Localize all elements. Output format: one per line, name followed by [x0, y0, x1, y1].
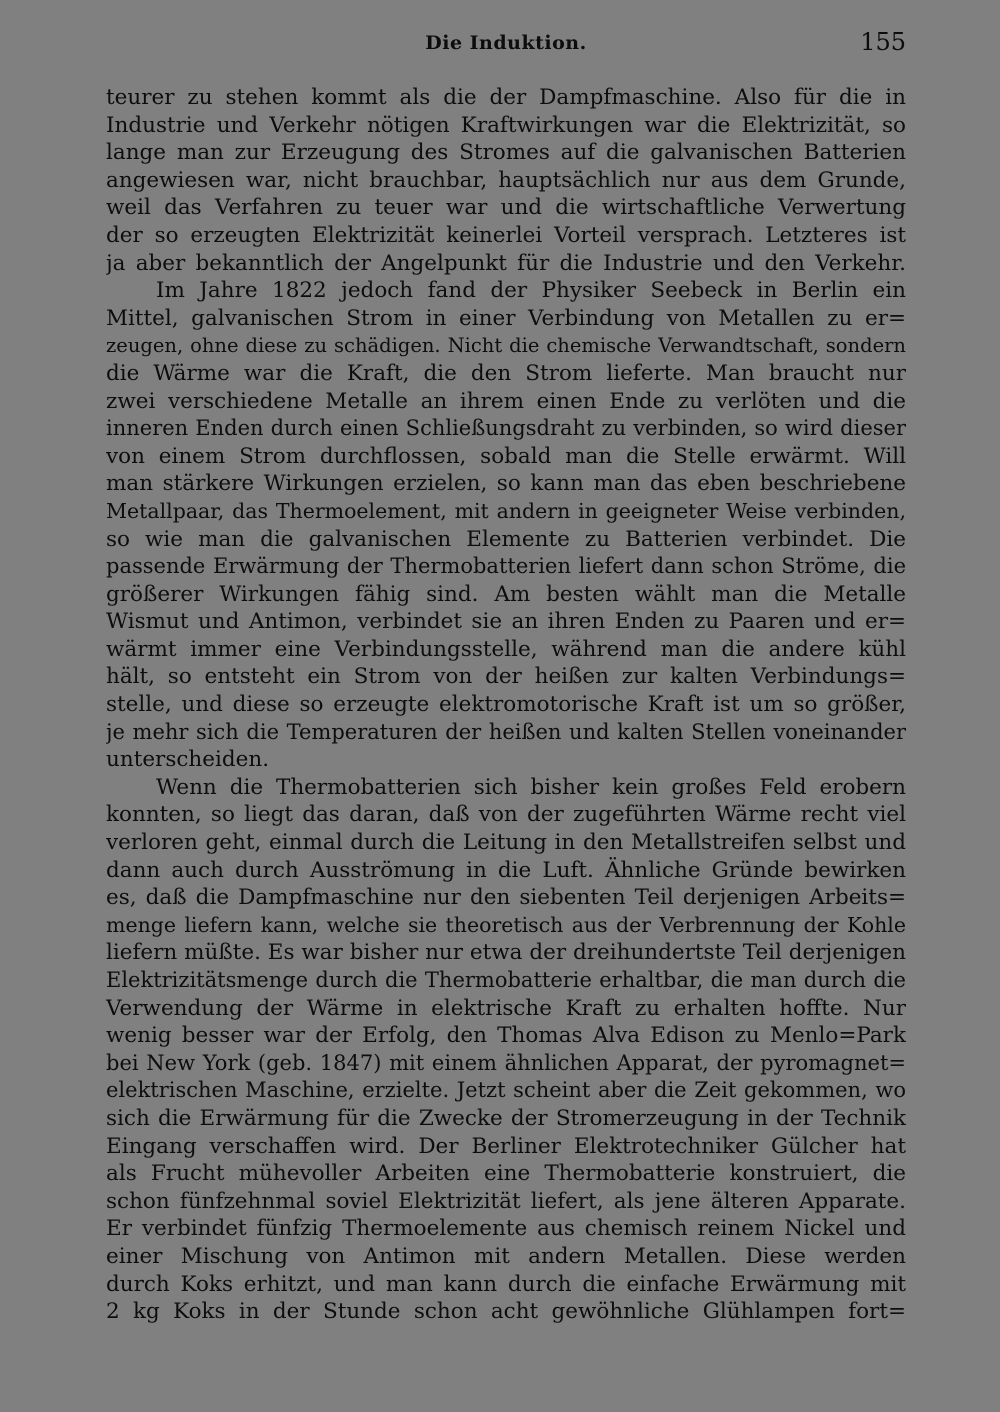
- text-line: weil das Verfahren zu teuer war und die wirtschaftliche Verwertung: [106, 195, 906, 221]
- text-line: lange man zur Erzeugung des Stromes auf die galvanischen Batterien: [106, 140, 906, 166]
- text-line: verloren geht, einmal durch die Leitung in den Metallstreifen selbst und: [106, 830, 906, 856]
- text-line: als Frucht mühevoller Arbeiten eine Thermobatterie konstruiert, die: [106, 1161, 906, 1187]
- text-line: dann auch durch Ausströmung in die Luft. Ähnliche Gründe bewirken: [106, 857, 906, 883]
- text-line: Eingang verschaffen wird. Der Berliner Elektrotechniker Gülcher hat: [106, 1133, 906, 1159]
- page-number: 155: [860, 28, 906, 56]
- text-line: hält, so entsteht ein Strom von der heißen zur kalten Verbindungs=: [106, 664, 906, 690]
- text-line: man stärkere Wirkungen erzielen, so kann man das eben beschriebene: [106, 471, 906, 497]
- text-line: Wenn die Thermobatterien sich bisher kein großes Feld erobern: [156, 774, 906, 800]
- body-text: [106, 84, 906, 1326]
- text-line: schon fünfzehnmal soviel Elektrizität liefert, als jene älteren Apparate.: [106, 1188, 906, 1214]
- text-line: ja aber bekanntlich der Angelpunkt für die Industrie und den Verkehr.: [106, 250, 906, 276]
- text-line: so wie man die galvanischen Elemente zu Batterien verbindet. Die: [106, 526, 906, 552]
- text-line: Er verbindet fünfzig Thermoelemente aus chemisch reinem Nickel und: [106, 1216, 906, 1242]
- text-line: inneren Enden durch einen Schließungsdraht zu verbinden, so wird dieser: [106, 416, 906, 441]
- text-line: Industrie und Verkehr nötigen Kraftwirkungen war die Elektrizität, so: [106, 112, 906, 138]
- text-line: die Wärme war die Kraft, die den Strom lieferte. Man braucht nur: [106, 360, 906, 386]
- text-line: Verwendung der Wärme in elektrische Kraft zu erhalten hoffte. Nur: [106, 995, 906, 1021]
- text-line: passende Erwärmung der Thermobatterien liefert dann schon Ströme, die: [106, 554, 906, 579]
- running-title: Die Induktion.: [425, 32, 587, 54]
- text-line: Mittel, galvanischen Strom in einer Verbindung von Metallen zu er=: [106, 305, 906, 331]
- text-line: unterscheiden.: [106, 747, 270, 773]
- text-line: liefern müßte. Es war bisher nur etwa der dreihundertste Teil derjenigen: [106, 940, 906, 966]
- text-line: konnten, so liegt das daran, daß von der zugeführten Wärme recht viel: [106, 802, 906, 828]
- text-line: Elektrizitätsmenge durch die Thermobatterie erhaltbar, die man durch die: [106, 968, 906, 992]
- text-line: einer Mischung von Antimon mit andern Metallen. Diese werden: [106, 1243, 906, 1269]
- text-line: durch Koks erhitzt, und man kann durch die einfache Erwärmung mit: [106, 1271, 906, 1297]
- text-line: zwei verschiedene Metalle an ihrem einen Ende zu verlöten und die: [106, 388, 906, 414]
- text-line: elektrischen Maschine, erzielte. Jetzt scheint aber die Zeit gekommen, wo: [106, 1078, 906, 1103]
- text-line: es, daß die Dampfmaschine nur den siebenten Teil derjenigen Arbeits=: [106, 885, 906, 911]
- text-line: bei New York (geb. 1847) mit einem ähnlichen Apparat, der pyromagnet=: [106, 1050, 906, 1075]
- text-line: 2 kg Koks in der Stunde schon acht gewöhnliche Glühlampen fort=: [106, 1299, 906, 1325]
- text-line: von einem Strom durchflossen, sobald man die Stelle erwärmt. Will: [106, 443, 906, 469]
- text-line: je mehr sich die Temperaturen der heißen und kalten Stellen voneinander: [106, 719, 906, 744]
- text-line: der so erzeugten Elektrizität keinerlei Vorteil versprach. Letzteres ist: [106, 222, 906, 248]
- text-line: stelle, und diese so erzeugte elektromotorische Kraft ist um so größer,: [106, 692, 906, 718]
- page-header: [106, 28, 906, 60]
- text-line: größerer Wirkungen fähig sind. Am besten wählt man die Metalle: [106, 581, 906, 607]
- text-line: zeugen, ohne diese zu schädigen. Nicht die chemische Verwandtschaft, sondern: [106, 334, 906, 358]
- text-line: menge liefern kann, welche sie theoretisch aus der Verbrennung der Kohle: [106, 912, 906, 937]
- text-line: angewiesen war, nicht brauchbar, hauptsächlich nur aus dem Grunde,: [106, 167, 906, 193]
- text-line: Wismut und Antimon, verbindet sie an ihren Enden zu Paaren und er=: [106, 609, 906, 635]
- text-line: wenig besser war der Erfolg, den Thomas Alva Edison zu Menlo=Park: [106, 1023, 906, 1049]
- text-line: Metallpaar, das Thermoelement, mit andern in geeigneter Weise verbinden,: [106, 498, 906, 523]
- text-line: wärmt immer eine Verbindungsstelle, während man die andere kühl: [106, 636, 906, 662]
- text-line: teurer zu stehen kommt als die der Dampfmaschine. Also für die in: [106, 85, 906, 110]
- text-line: sich die Erwärmung für die Zwecke der Stromerzeugung in der Technik: [106, 1105, 906, 1131]
- text-line: Im Jahre 1822 jedoch fand der Physiker Seebeck in Berlin ein: [156, 278, 906, 304]
